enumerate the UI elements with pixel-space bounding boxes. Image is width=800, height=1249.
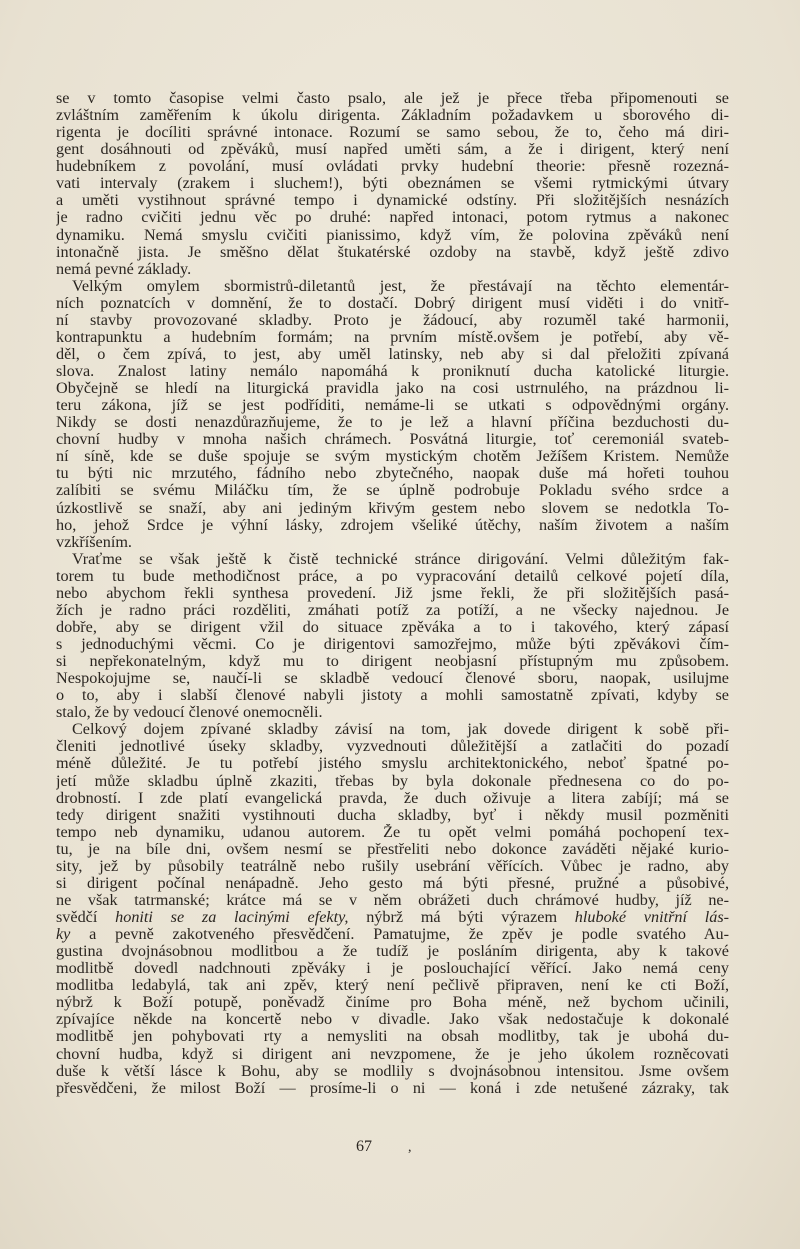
- text-line: gustina dvojnásobnou modlitbou a že tudíž je posláním dirigenta, aby k takové: [56, 943, 729, 961]
- text-line: sity, jež by působily teatrálně nebo rušily usebrání věřících. Vůbec je radno, aby: [56, 857, 729, 875]
- text-line: zvláštním zaměřením k úkolu dirigenta. Základním požadavkem u sborového di-: [56, 107, 729, 125]
- text-line: hudebníkem z povolání, musí ovládati prvky hudební theorie: přesně rozezná-: [56, 158, 729, 176]
- text-line: dobře, aby se dirigent vžil do situace zpěváka a to i takového, který zápasí: [56, 618, 729, 636]
- text-line: gent dosáhnouti od zpěváků, musí napřed uměti sám, a že i dirigent, který není: [56, 141, 729, 159]
- text-line: rigenta je docíliti správné intonace. Rozumí se samo sebou, že to, čeho má diri-: [56, 124, 729, 142]
- text-line: drobností. I zde platí evangelická pravda, že duch oživuje a litera zabíjí; má se: [56, 789, 729, 807]
- text-line: modlitba ledabylá, tak ani zpěv, který není pečlivě připraven, není ke cti Boží,: [56, 977, 729, 995]
- text-line: členiti jednotlivé úseky skladby, vyzvednouti důležitější a zatlačiti do pozadí: [56, 738, 729, 756]
- text-line: Vraťme se však ještě k čistě technické stránce dirigování. Velmi důležitým fak-: [72, 550, 729, 568]
- text-line: s jednoduchými věcmi. Co je dirigentovi samozřejmo, může býti zpěvákovi čím-: [56, 636, 729, 653]
- paragraph: [56, 721, 729, 1096]
- text-line: dynamiku. Nemá smyslu cvičiti pianissimo, když vím, že polovina zpěváků není: [56, 226, 729, 244]
- text-line: vzkříšením.: [56, 533, 132, 551]
- text-line: torem tu bude methodičnost práce, a po vypracování detailů celkové pojetí díla,: [56, 567, 729, 585]
- text-line: kontrapunktu a hudebním formám; na prvním místě.ovšem je potřebí, aby vě-: [56, 328, 729, 346]
- text-line: modlitbě dovedl nadchnouti zpěváky i je poslouchající věřící. Jako nemá ceny: [56, 960, 729, 978]
- paragraph: [56, 551, 729, 722]
- text-line: tempo neb dynamiku, udanou autorem. Že tu opět velmi pomáhá pochopení tex-: [56, 823, 729, 841]
- text-line: vati intervaly (zrakem i sluchem!), býti obeznámen se všemi rytmickými útvary: [56, 175, 729, 193]
- text-line: modlitbě jen pohybovati rty a nemysliti na obsah modlitby, tak je ubohá du-: [56, 1028, 729, 1046]
- text-line: Celkový dojem zpívané skladby závisí na tom, jak dovede dirigent k sobě při-: [72, 721, 729, 739]
- text-line: nemá pevné základy.: [56, 260, 192, 278]
- text-line: stalo, že by vedoucí členové onemocněli.: [56, 704, 323, 722]
- text-line: ní stavby provozované skladby. Proto je žádoucí, aby rozuměl také harmonii,: [56, 311, 729, 329]
- text-segment: nýbrž má býti výrazem: [348, 909, 575, 926]
- text-line: děl, o čem zpívá, to jest, aby uměl latinsky, neb aby si dal přeložiti zpívaná: [56, 345, 729, 363]
- text-line: zpívajíce někde na koncertě nebo v divadle. Jako však nedostačuje k dokonalé: [56, 1011, 729, 1029]
- text-line: se v tomto časopise velmi často psalo, ale jež je přece třeba připomenouti se: [56, 90, 729, 107]
- text-line: přesvědčeni, že milost Boží — prosíme-li o ni — koná i zde netušené zázraky, tak: [56, 1079, 729, 1097]
- text-line: chovní hudba, když si dirigent ani nevzpomene, že je jeho úkolem rozněcovati: [56, 1045, 729, 1063]
- text-line: Velkým omylem sbormistrů-diletantů jest, že přestávají na těchto elementár-: [72, 277, 729, 295]
- text-line: chovní hudby v mnoha našich chrámech. Posvátná liturgie, toť ceremoniál svateb-: [56, 431, 729, 449]
- text-line: ne však tatrmanské; krátce má se v něm obrážeti duch chrámové hudby, jíž ne-: [56, 891, 729, 909]
- italic-phrase: hluboké vnitřní lás-: [574, 909, 729, 926]
- italic-phrase: honiti se za lacinými efekty,: [115, 909, 349, 926]
- text-line: je radno cvičiti jednu věc po druhé: napřed intonaci, potom rytmus a nakonec: [56, 209, 729, 227]
- text-line: Nikdy se dosti nenazdůrazňujeme, že to je lež a hlavní příčina bezduchosti du-: [56, 414, 729, 432]
- text-segment: a pevně zakotveného přesvědčení. Pamatujme, že zpěv je podle svatého Au-: [70, 926, 729, 944]
- text-line: slova. Znalost latiny nemálo napomáhá k proniknutí ducha katolické liturgie.: [56, 363, 729, 380]
- paragraph: [56, 90, 729, 278]
- italic-phrase: ky: [56, 926, 71, 944]
- text-line: [56, 909, 729, 926]
- text-line: nýbrž k Boží potupě, poněvadž činíme pro Boha méně, než bychom učinili,: [56, 994, 729, 1012]
- page-number: 67: [356, 1138, 372, 1155]
- text-line: ní síně, kde se duše spojuje se svým mystickým chotěm Ježíšem Kristem. Nemůže: [56, 448, 729, 466]
- text-line: Obyčejně se hledí na liturgická pravidla jako na cosi ustrnulého, na prázdnou li-: [56, 380, 729, 398]
- text-line: teru zákona, jíž se jest podříditi, nemáme-li se utkati s odpovědnými orgány.: [56, 397, 729, 415]
- text-line: tu, je na bíle dni, ovšem nesmí se přestřeliti nebo dokonce zaváděti nějaké kurio-: [56, 840, 729, 858]
- text-line: duše k větší lásce k Bohu, aby se modlily s dvojnásobnou intensitou. Jsme ovšem: [56, 1062, 729, 1080]
- text-segment: svědčí: [56, 909, 116, 926]
- text-line: si nepřekonatelným, když mu to dirigent neobjasní přístupným mu způsobem.: [56, 653, 729, 671]
- text-line: jetí může skladbu úplně zkaziti, třebas by byla dokonale přednesena co do po-: [56, 772, 729, 790]
- stray-mark: ,: [408, 1140, 412, 1155]
- text-line: intonačně jista. Je směšno dělat štukatérské ozdoby na stavbě, když ještě zdivo: [56, 243, 729, 261]
- text-line: žích je radno práci rozděliti, zmáhati potíž za potíží, a ne všecky najednou. Je: [56, 601, 729, 619]
- article-body: [56, 90, 729, 1097]
- text-line: a uměti vystihnout správné tempo i dynamické odstíny. Při složitějších nesnázích: [56, 192, 729, 210]
- text-line: ních poznatcích v domnění, že to dostačí. Dobrý dirigent musí viděti i do vnitř-: [56, 294, 729, 312]
- text-line: nebo abychom řekli synthesa provedení. Již jsme řekli, že při složitějších pasá-: [56, 584, 729, 602]
- text-line: si dirigent počínal nenápadně. Jeho gesto má býti přesné, pružné a působivé,: [56, 874, 729, 892]
- text-line: ho, jehož Srdce je výhní lásky, zdrojem všeliké útěchy, naším životem a naším: [56, 516, 729, 534]
- text-line: [56, 926, 729, 943]
- text-line: zalíbiti se svému Miláčku tím, že se úplně podrobuje Pokladu svého srdce a: [56, 482, 729, 500]
- text-line: tu býti nic mrzutého, fádního nebo zbytečného, naopak duše má hořeti touhou: [56, 465, 729, 483]
- paragraph: [56, 278, 729, 551]
- text-line: tedy dirigent snažiti vystihnouti ducha skladby, byť i někdy musil pozměniti: [56, 806, 729, 824]
- text-line: méně důležité. Je tu potřebí jistého smyslu architektonického, neboť špatné po-: [56, 755, 729, 773]
- text-line: úzkostlivě se snaží, aby ani jediným křivým gestem nebo slovem se nedotkla To-: [56, 499, 729, 517]
- text-line: Nespokojujme se, naučí-li se skladbě vedoucí členové sboru, naopak, usilujme: [56, 670, 729, 688]
- text-line: o to, aby i slabší členové nabyli jistoty a mohli samostatně zpívati, kdyby se: [56, 687, 729, 705]
